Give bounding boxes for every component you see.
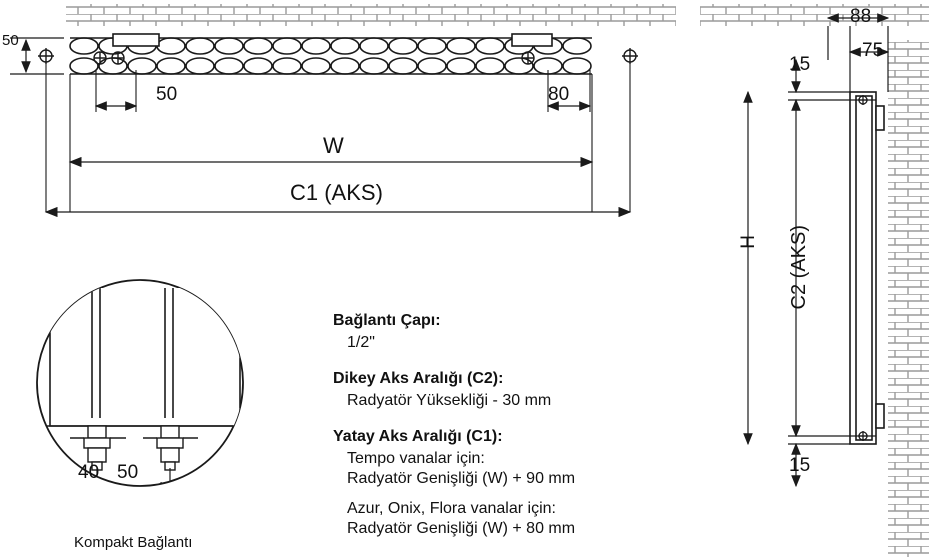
side-view-drawing xyxy=(700,0,929,557)
detail-view-drawing xyxy=(30,278,280,518)
spec-heading: Yatay Aks Aralığı (C1): xyxy=(333,428,503,445)
spec-heading: Dikey Aks Aralığı (C2): xyxy=(333,370,504,387)
wall-hatch-side-top xyxy=(700,4,929,26)
dim-c1-label: C1 (AKS) xyxy=(290,180,383,205)
dim-bottom-15-label: 15 xyxy=(789,455,811,476)
spec-line: Tempo vanalar için: xyxy=(347,450,485,467)
dim-top-15-label: 15 xyxy=(789,54,811,75)
dim-left-height-label: 50 xyxy=(2,32,19,49)
spec-item xyxy=(333,428,663,538)
radiator-profile xyxy=(850,92,884,444)
spec-line: Azur, Onix, Flora vanalar için: xyxy=(347,500,556,517)
spec-item xyxy=(333,312,663,352)
spec-line: Radyatör Yüksekliği - 30 mm xyxy=(347,392,552,409)
spec-list xyxy=(333,312,663,538)
wall-hatch-top xyxy=(66,4,676,26)
spec-line: 1/2" xyxy=(347,334,375,351)
spec-line: Radyatör Genişliği (W) + 90 mm xyxy=(347,470,576,487)
dim-h-label: H xyxy=(738,235,759,249)
dim-40-label: 40 xyxy=(78,462,100,483)
radiator-tubes-plan xyxy=(70,34,592,74)
dim-c2-label: C2 (AKS) xyxy=(788,225,810,310)
dim-75-label: 75 xyxy=(862,40,884,61)
spec-line: Radyatör Genişliği (W) + 80 mm xyxy=(347,520,576,537)
dim-80-label: 80 xyxy=(548,84,570,105)
dim-w-label: W xyxy=(323,133,344,158)
spec-heading: Bağlantı Çapı: xyxy=(333,312,441,329)
dim-88-label: 88 xyxy=(850,6,872,27)
detail-caption: Kompakt Bağlantı xyxy=(74,534,193,551)
dim-50-label: 50 xyxy=(156,84,178,105)
dim-50-detail-label: 50 xyxy=(117,462,139,483)
spec-item xyxy=(333,370,663,410)
wall-hatch-side-right xyxy=(888,40,929,557)
